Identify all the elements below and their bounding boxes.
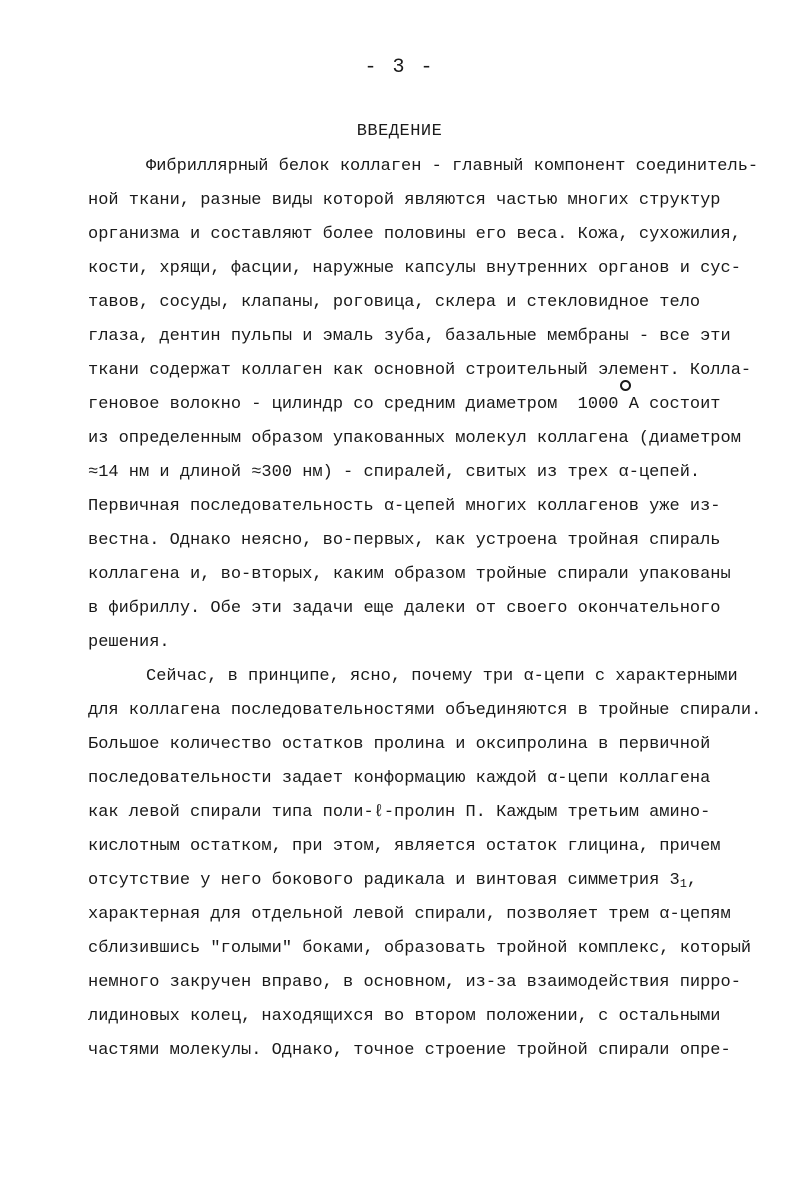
paragraph-1-line-1: Фибриллярный белок коллаген - главный компонент соединитель- bbox=[146, 157, 759, 176]
paragraph-1-line-6: глаза, дентин пульпы и эмаль зуба, базальные мембраны - все эти bbox=[88, 327, 731, 346]
paragraph-1-line-7: ткани содержат коллаген как основной строительный элемент. Колла- bbox=[88, 361, 752, 380]
paragraph-1-line-2: ной ткани, разные виды которой являются частью многих структур bbox=[88, 191, 721, 210]
paragraph-2-line-11: лидиновых колец, находящихся во втором положении, с остальными bbox=[88, 1007, 721, 1026]
paragraph-2-line-6: кислотным остатком, при этом, является остаток глицина, причем bbox=[88, 837, 721, 856]
section-heading: ВВЕДЕНИЕ bbox=[356, 122, 443, 141]
paragraph-1-line-8: геновое волокно - цилиндр со средним диаметром 1000 А состоит bbox=[88, 395, 721, 414]
paragraph-2-line-12: частями молекулы. Однако, точное строение тройной спирали опре- bbox=[88, 1041, 731, 1060]
page-number: - 3 - bbox=[364, 56, 435, 79]
paragraph-2-line-2: для коллагена последовательностями объединяются в тройные спирали. bbox=[88, 701, 762, 720]
paragraph-2-line-8: характерная для отдельной левой спирали, позволяет трем α-цепям bbox=[88, 905, 731, 924]
paragraph-1-line-3: организма и составляют более половины его веса. Кожа, сухожилия, bbox=[88, 225, 741, 244]
paragraph-1-line-14: в фибриллу. Обе эти задачи еще далеки от своего окончательного bbox=[88, 599, 721, 618]
paragraph-2-line-5: как левой спирали типа поли-ℓ-пролин П. Каждым третьим амино- bbox=[88, 803, 711, 822]
paragraph-1-line-5: тавов, сосуды, клапаны, роговица, склера и стекловидное тело bbox=[88, 293, 701, 312]
paragraph-2-line-7 bbox=[88, 864, 768, 898]
paragraph-2-line-1: Сейчас, в принципе, ясно, почему три α-цепи с характерными bbox=[146, 667, 738, 686]
symmetry-subscript: 1 bbox=[679, 877, 687, 891]
paragraph-2-line-9: сблизившись "голыми" боками, образовать тройной комплекс, который bbox=[88, 939, 752, 958]
paragraph-2-line-4: последовательности задает конформацию каждой α-цепи коллагена bbox=[88, 769, 711, 788]
paragraph-2-line-3: Большое количество остатков пролина и оксипролина в первичной bbox=[88, 735, 711, 754]
paragraph-1-line-15: решения. bbox=[88, 633, 170, 652]
paragraph-1-line-13: коллагена и, во-вторых, каким образом тройные спирали упакованы bbox=[88, 565, 731, 584]
paragraph-1-line-9: из определенным образом упакованных молекул коллагена (диаметром bbox=[88, 429, 741, 448]
paragraph-1-line-11: Первичная последовательность α-цепей многих коллагенов уже из- bbox=[88, 497, 721, 516]
paragraph-2-line-10: немного закручен вправо, в основном, из-за взаимодействия пирро- bbox=[88, 973, 741, 992]
paragraph-2-line-7-text: отсутствие у него бокового радикала и винтовая симметрия 3 bbox=[88, 871, 680, 890]
paragraph-1-line-10: ≈14 нм и длиной ≈300 нм) - спиралей, свитых из трех α-цепей. bbox=[88, 463, 701, 482]
symmetry-tail: , bbox=[686, 871, 698, 890]
paragraph-1-line-4: кости, хрящи, фасции, наружные капсулы внутренних органов и сус- bbox=[88, 259, 741, 278]
paragraph-1-line-12: вестна. Однако неясно, во-первых, как устроена тройная спираль bbox=[88, 531, 721, 550]
